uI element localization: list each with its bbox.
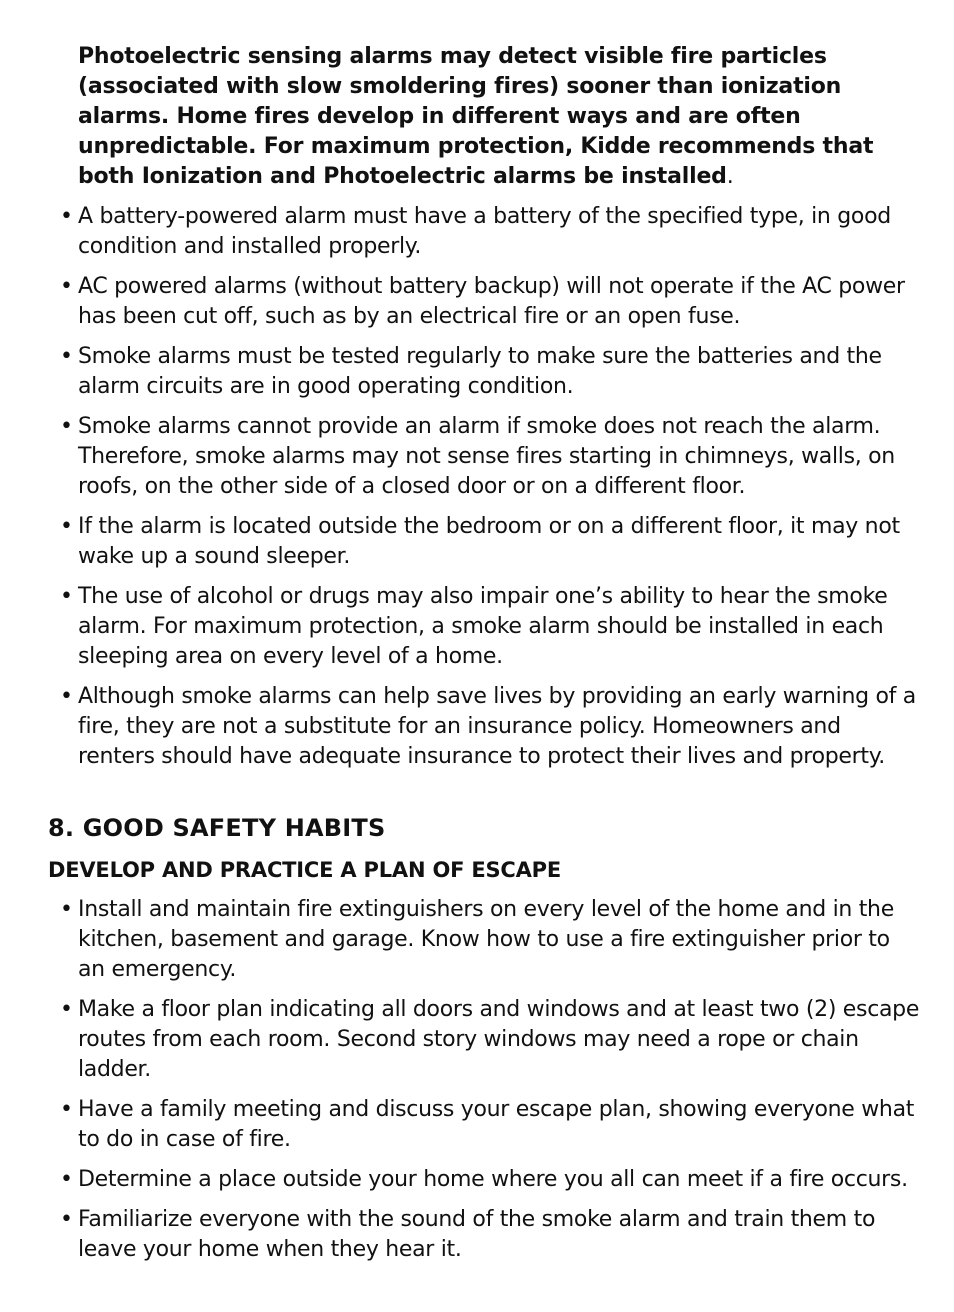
bullet-icon: • [60, 204, 73, 229]
list-item [60, 272, 920, 332]
bullet-icon: • [60, 344, 73, 369]
list-item [60, 512, 920, 572]
escape-plan-list [60, 895, 920, 1275]
list-item-text: Smoke alarms cannot provide an alarm if smoke does not reach the alarm. Therefore, smoke alarms may not sense fires starting in chimneys, walls, on roofs, on the other side of a closed door or on a different floor. [78, 414, 895, 499]
bullet-icon: • [60, 414, 73, 439]
list-item [60, 895, 920, 985]
bullet-icon: • [60, 514, 73, 539]
bullet-icon: • [60, 1167, 73, 1192]
smoke-alarm-limitations-list [60, 202, 920, 782]
list-item [60, 682, 920, 772]
bullet-icon: • [60, 584, 73, 609]
list-item-text: Determine a place outside your home where you all can meet if a fire occurs. [78, 1167, 908, 1192]
photoelectric-recommendation [78, 42, 918, 192]
list-item-text: AC powered alarms (without battery backup) will not operate if the AC power has been cut off, such as by an electrical fire or an open fuse. [78, 274, 905, 329]
list-item [60, 1205, 920, 1265]
list-item [60, 342, 920, 402]
bullet-icon: • [60, 997, 73, 1022]
list-item-text: The use of alcohol or drugs may also impair one’s ability to hear the smoke alarm. For maximum protection, a smoke alarm should be installed in each sleeping area on every level of a home. [78, 584, 888, 669]
bullet-icon: • [60, 1097, 73, 1122]
section-title: 8. GOOD SAFETY HABITS [48, 814, 386, 842]
recommendation-bold-text: Photoelectric sensing alarms may detect visible fire particles (associated with slow smoldering fires) sooner than ionization alarms. Home fires develop in different ways and are often unpredictable. For maximum protection, Kidde recommends that both Ionization and Photoelectric alarms be installed [78, 44, 874, 189]
list-item-text: A battery-powered alarm must have a battery of the specified type, in good condition and installed properly. [78, 204, 891, 259]
section-subtitle: DEVELOP AND PRACTICE A PLAN OF ESCAPE [48, 858, 562, 882]
list-item [60, 995, 920, 1085]
list-item-text: Install and maintain fire extinguishers on every level of the home and in the kitchen, basement and garage. Know how to use a fire extinguisher prior to an emergency. [78, 897, 894, 982]
list-item [60, 1165, 920, 1195]
list-item [60, 202, 920, 262]
list-item-text: Smoke alarms must be tested regularly to make sure the batteries and the alarm circuits are in good operating condition. [78, 344, 882, 399]
list-item-text: Make a floor plan indicating all doors and windows and at least two (2) escape routes from each room. Second story windows may need a rope or chain ladder. [78, 997, 920, 1082]
bullet-icon: • [60, 684, 73, 709]
bullet-icon: • [60, 274, 73, 299]
list-item-text: Although smoke alarms can help save lives by providing an early warning of a fire, they are not a substitute for an insurance policy. Homeowners and renters should have adequate insurance to protect their lives and property. [78, 684, 916, 769]
bullet-icon: • [60, 1207, 73, 1232]
list-item-text: Have a family meeting and discuss your escape plan, showing everyone what to do in case of fire. [78, 1097, 915, 1152]
list-item [60, 412, 920, 502]
list-item [60, 1095, 920, 1155]
bullet-icon: • [60, 897, 73, 922]
recommendation-period: . [726, 164, 734, 189]
list-item-text: Familiarize everyone with the sound of the smoke alarm and train them to leave your home when they hear it. [78, 1207, 876, 1262]
list-item [60, 582, 920, 672]
list-item-text: If the alarm is located outside the bedroom or on a different floor, it may not wake up a sound sleeper. [78, 514, 900, 569]
